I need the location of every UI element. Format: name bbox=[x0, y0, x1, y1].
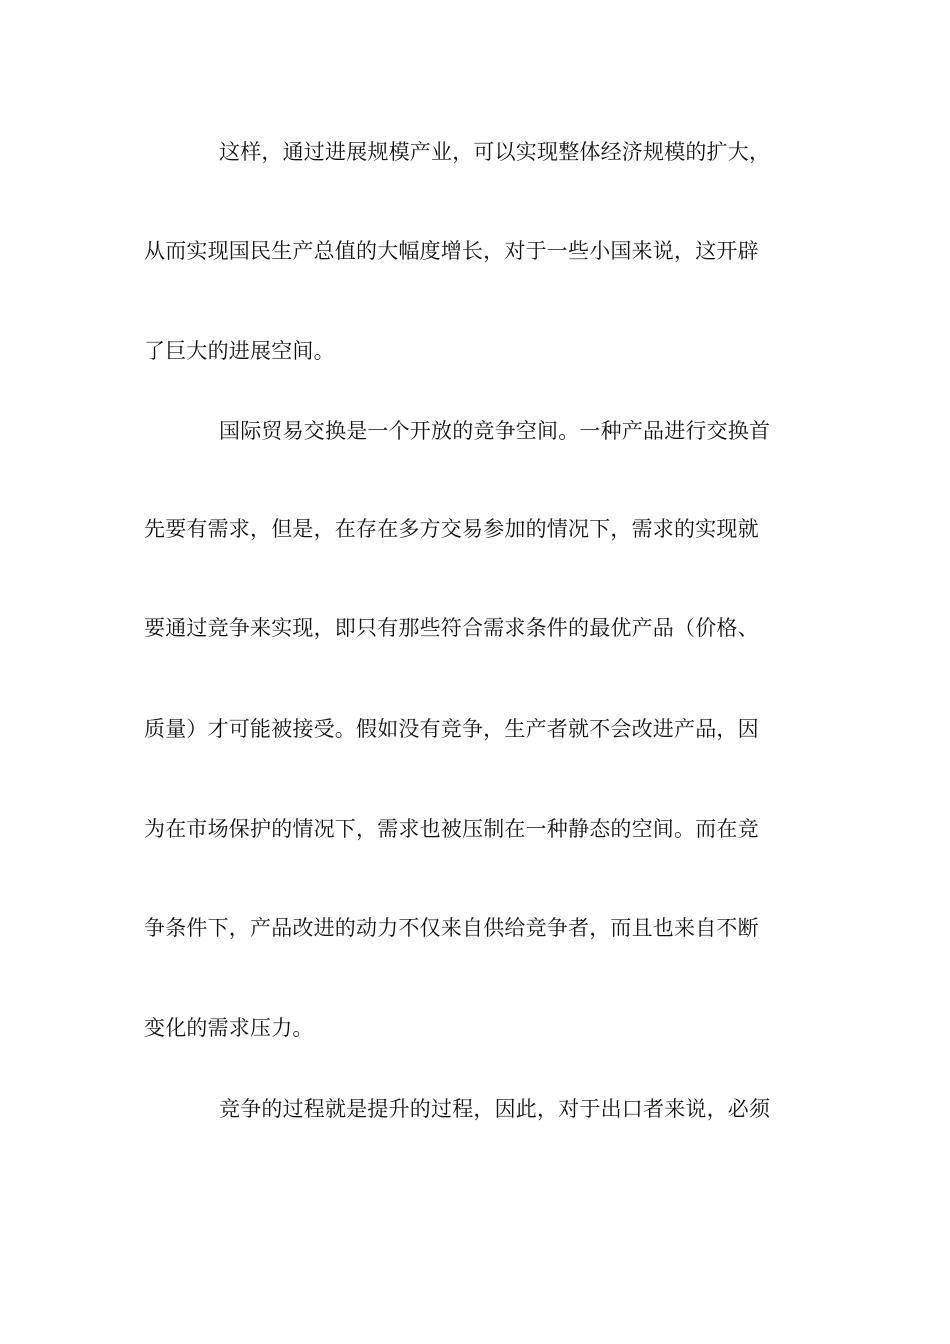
paragraph-2-line-3: 要通过竞争来实现，即只有那些符合需求条件的最优产品（价格、 bbox=[144, 616, 759, 640]
paragraph-2-line-4: 质量）才可能被接受。假如没有竞争，生产者就不会改进产品，因 bbox=[144, 717, 759, 741]
paragraph-1-line-1: 这样，通过进展规模产业，可以实现整体经济规模的扩大， bbox=[219, 140, 771, 164]
paragraph-2-line-6: 争条件下，产品改进的动力不仅来自供给竞争者，而且也来自不断 bbox=[144, 916, 759, 940]
paragraph-2-line-7: 变化的需求压力。 bbox=[144, 1016, 314, 1040]
paragraph-2-line-5: 为在市场保护的情况下，需求也被压制在一种静态的空间。而在竞 bbox=[144, 817, 759, 841]
paragraph-2-line-2: 先要有需求，但是，在存在多方交易参加的情况下，需求的实现就 bbox=[144, 517, 759, 541]
paragraph-1-line-2: 从而实现国民生产总值的大幅度增长，对于一些小国来说，这开辟 bbox=[144, 239, 759, 263]
paragraph-3-line-1: 竞争的过程就是提升的过程，因此，对于出口者来说，必须 bbox=[219, 1097, 771, 1121]
paragraph-1-line-3: 了巨大的进展空间。 bbox=[144, 339, 335, 363]
paragraph-2-line-1: 国际贸易交换是一个开放的竞争空间。一种产品进行交换首 bbox=[219, 419, 771, 443]
